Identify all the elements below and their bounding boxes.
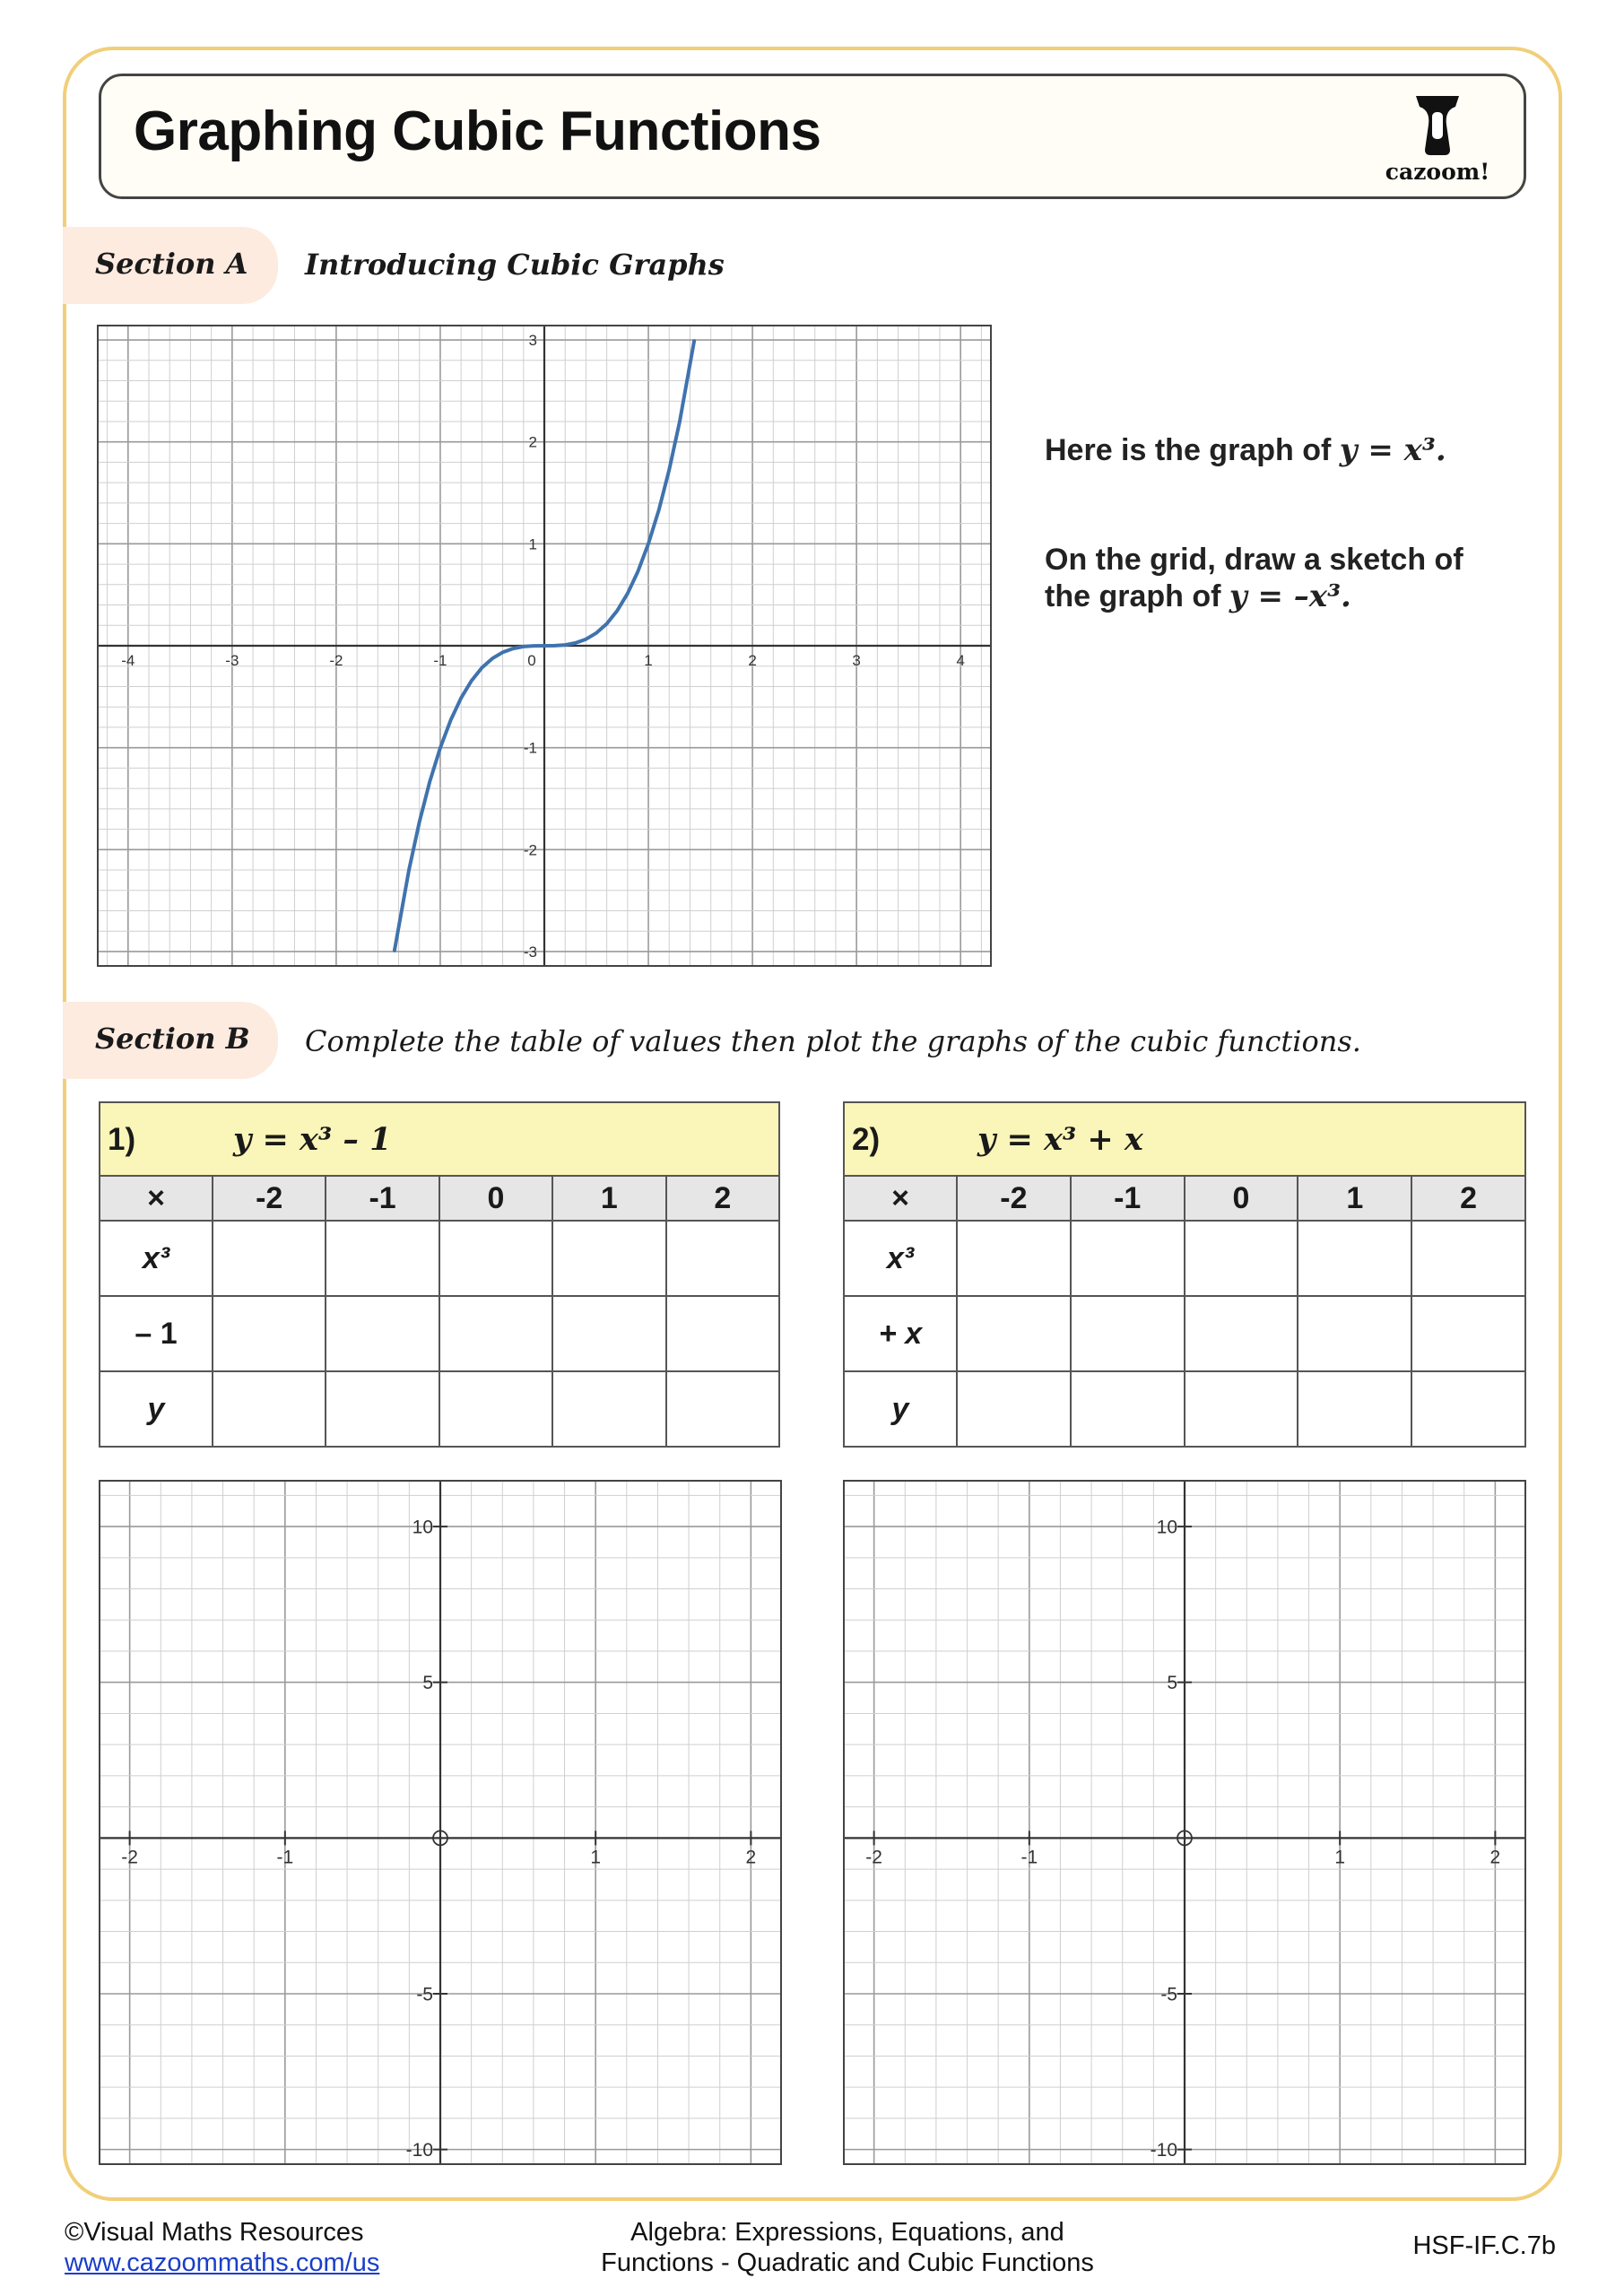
y-tick-label: -10 <box>1150 2139 1177 2161</box>
answer-cell[interactable] <box>1185 1371 1298 1447</box>
y-tick-label: -10 <box>405 2139 433 2161</box>
plot-grid-2[interactable] <box>843 1480 1526 2165</box>
y-tick-label: 2 <box>528 433 537 451</box>
x-tick-label: -3 <box>225 652 239 669</box>
answer-cell[interactable] <box>326 1371 439 1447</box>
website-link[interactable]: www.cazoommaths.com/us <box>65 2248 380 2277</box>
instruction-1 <box>1045 432 1446 469</box>
x-value-cell: 1 <box>1298 1176 1411 1221</box>
y-tick-label: 10 <box>412 1517 433 1538</box>
standard-code: HSF-IF.C.7b <box>1412 2231 1556 2260</box>
x-label-cell: × <box>100 1176 213 1221</box>
answer-cell[interactable] <box>666 1296 779 1371</box>
answer-cell[interactable] <box>1071 1371 1185 1447</box>
x-value-cell: 1 <box>552 1176 665 1221</box>
row-label-cell: – 1 <box>100 1296 213 1371</box>
x-value-cell: 0 <box>439 1176 552 1221</box>
x-tick-label: -2 <box>865 1847 882 1868</box>
question-number: 1) <box>108 1121 136 1157</box>
section-b-label: Section B <box>95 1022 250 1056</box>
answer-cell[interactable] <box>213 1221 326 1296</box>
y-tick-label: -2 <box>523 841 537 859</box>
answer-cell[interactable] <box>439 1371 552 1447</box>
row-label-cell: y <box>100 1371 213 1447</box>
y-tick-label: -1 <box>523 739 537 757</box>
topic-line-1: Algebra: Expressions, Equations, and <box>630 2218 1064 2247</box>
x-tick-label: 3 <box>852 652 861 669</box>
topic-line-2: Functions - Quadratic and Cubic Functions <box>601 2248 1094 2277</box>
x-tick-label: 1 <box>1334 1847 1346 1868</box>
x-value-cell: -2 <box>957 1176 1071 1221</box>
x-value-cell: -1 <box>1071 1176 1185 1221</box>
y-tick-label: -5 <box>1160 1984 1177 2005</box>
answer-cell[interactable] <box>439 1296 552 1371</box>
x-tick-label: 2 <box>1489 1847 1501 1868</box>
y-tick-label: -5 <box>416 1984 433 2005</box>
footer-credit <box>65 2217 379 2278</box>
y-tick-label: 5 <box>1167 1673 1177 1694</box>
x-value-cell: 0 <box>1185 1176 1298 1221</box>
answer-cell[interactable] <box>213 1296 326 1371</box>
answer-cell[interactable] <box>1411 1296 1525 1371</box>
cup-icon <box>1412 94 1463 157</box>
answer-cell[interactable] <box>957 1221 1071 1296</box>
x-tick-label: -2 <box>329 652 343 669</box>
instruction-2-text: the graph of <box>1045 579 1221 613</box>
row-label-cell: + x <box>844 1296 957 1371</box>
x-tick-label: -1 <box>433 652 447 669</box>
table-of-values-2 <box>843 1101 1526 1448</box>
table-1-equation: y = x³ – 1 <box>233 1120 392 1158</box>
section-b-tab <box>63 1002 278 1079</box>
answer-cell[interactable] <box>552 1221 665 1296</box>
instruction-2-line1: On the grid, draw a sketch of <box>1045 543 1463 577</box>
x-label-cell: × <box>844 1176 957 1221</box>
table-of-values-1 <box>99 1101 780 1448</box>
x-tick-label: -4 <box>121 652 135 669</box>
x-value-cell: 2 <box>666 1176 779 1221</box>
footer-topic <box>502 2217 1193 2278</box>
answer-cell[interactable] <box>213 1371 326 1447</box>
instruction-1-text: Here is the graph of <box>1045 433 1332 467</box>
x-tick-label: -2 <box>121 1847 138 1868</box>
answer-cell[interactable] <box>326 1221 439 1296</box>
section-b-title: Complete the table of values then plot the graphs of the cubic functions. <box>305 1024 1361 1058</box>
cubic-graph-grid[interactable] <box>97 325 992 967</box>
y-tick-label: 5 <box>422 1673 433 1694</box>
y-tick-label: 1 <box>528 535 537 553</box>
instruction-2-equation: y = –x³. <box>1229 578 1351 614</box>
table-2-header <box>844 1102 1525 1176</box>
answer-cell[interactable] <box>1185 1221 1298 1296</box>
answer-cell[interactable] <box>326 1296 439 1371</box>
x-tick-label: -1 <box>276 1847 294 1868</box>
copyright-text: ©Visual Maths Resources <box>65 2218 364 2247</box>
question-number: 2) <box>852 1121 881 1157</box>
logo-text: cazoom! <box>1385 159 1490 185</box>
answer-cell[interactable] <box>1071 1296 1185 1371</box>
x-value-cell: -2 <box>213 1176 326 1221</box>
page-title: Graphing Cubic Functions <box>134 100 821 162</box>
section-a-title: Introducing Cubic Graphs <box>305 248 725 282</box>
answer-cell[interactable] <box>552 1371 665 1447</box>
answer-cell[interactable] <box>1411 1371 1525 1447</box>
answer-cell[interactable] <box>552 1296 665 1371</box>
answer-cell[interactable] <box>1071 1221 1185 1296</box>
y-tick-label: 3 <box>528 331 537 349</box>
x-tick-label: 2 <box>745 1847 757 1868</box>
row-label-cell: x³ <box>844 1221 957 1296</box>
x-value-cell: -1 <box>326 1176 439 1221</box>
answer-cell[interactable] <box>1411 1221 1525 1296</box>
x-tick-label: 0 <box>527 652 536 669</box>
instruction-1-equation: y = x³. <box>1339 432 1446 468</box>
cazoom-logo <box>1375 89 1500 187</box>
y-tick-label: 10 <box>1156 1517 1177 1538</box>
row-label-cell: x³ <box>100 1221 213 1296</box>
answer-cell[interactable] <box>957 1296 1071 1371</box>
row-label-cell: y <box>844 1371 957 1447</box>
x-tick-label: 2 <box>748 652 757 669</box>
answer-cell[interactable] <box>1298 1221 1411 1296</box>
table-1-header <box>100 1102 779 1176</box>
x-tick-label: 4 <box>956 652 965 669</box>
x-value-cell: 2 <box>1411 1176 1525 1221</box>
x-tick-label: -1 <box>1020 1847 1038 1868</box>
title-banner <box>99 74 1526 199</box>
instruction-2 <box>1045 542 1463 615</box>
answer-cell[interactable] <box>666 1371 779 1447</box>
x-tick-label: 1 <box>644 652 653 669</box>
answer-cell[interactable] <box>439 1221 552 1296</box>
answer-cell[interactable] <box>1185 1296 1298 1371</box>
table-2-equation: y = x³ + x <box>977 1120 1143 1158</box>
answer-cell[interactable] <box>957 1371 1071 1447</box>
answer-cell[interactable] <box>1298 1296 1411 1371</box>
answer-cell[interactable] <box>666 1221 779 1296</box>
section-a-label: Section A <box>95 247 248 281</box>
plot-grid-1[interactable] <box>99 1480 782 2165</box>
x-tick-label: 1 <box>590 1847 602 1868</box>
y-tick-label: -3 <box>523 943 537 961</box>
section-a-tab <box>63 227 278 304</box>
answer-cell[interactable] <box>1298 1371 1411 1447</box>
